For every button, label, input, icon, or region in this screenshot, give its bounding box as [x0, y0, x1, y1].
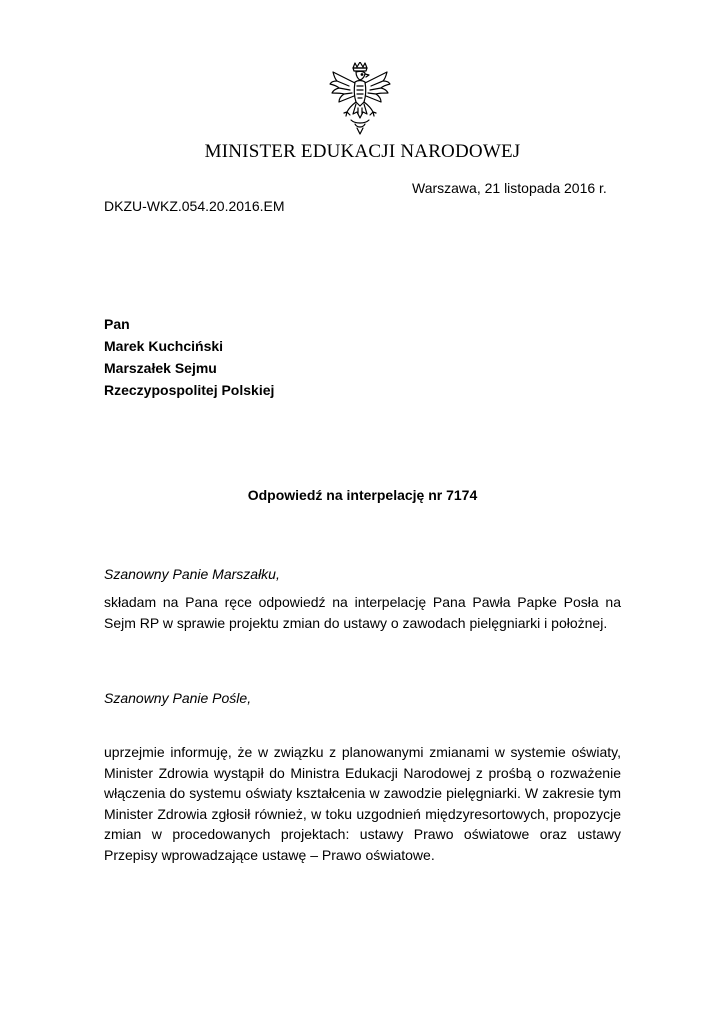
paragraph-main: uprzejmie informuję, że w związku z planowanymi zmianami w systemie oświaty, Minister Zdrowia wystąpił do Ministra Edukacji Narodowej z prośbą o rozważenie włączenia do systemu oświaty kształcenia w zawodzie pielęgniarki. W zakresie tym Minister Zdrowia zgłosił również, w toku uzgodnień międzyresortowych, propozycje zmian w procedowanych projektach: ustawy Prawo oświatowe oraz ustawy Przepisy wprowadzające ustawę – Prawo oświatowe. — [104, 744, 621, 863]
addressee-line: Pan — [104, 316, 130, 332]
addressee-line: Marszałek Sejmu — [104, 360, 217, 376]
addressee-line: Rzeczypospolitej Polskiej — [104, 382, 275, 398]
polish-eagle-emblem-icon — [327, 62, 393, 136]
salutation-marshal: Szanowny Panie Marszałku, — [104, 566, 280, 582]
addressee-block — [104, 313, 274, 401]
addressee-line: Marek Kuchciński — [104, 338, 224, 354]
subject-line: Odpowiedź na interpelację nr 7174 — [247, 487, 478, 503]
ministry-title: MINISTER EDUKACJI NARODOWEJ — [204, 141, 521, 162]
salutation-deputy: Szanowny Panie Pośle, — [104, 690, 252, 706]
date-line: Warszawa, 21 listopada 2016 r. — [412, 180, 607, 196]
paragraph-intro: składam na Pana ręce odpowiedź na interpelację Pana Pawła Papke Posła na Sejm RP w sprawie projektu zmian do ustawy o zawodach pielęgniarki i położnej. — [104, 594, 621, 631]
reference-number: DKZU-WKZ.054.20.2016.EM — [104, 198, 285, 214]
